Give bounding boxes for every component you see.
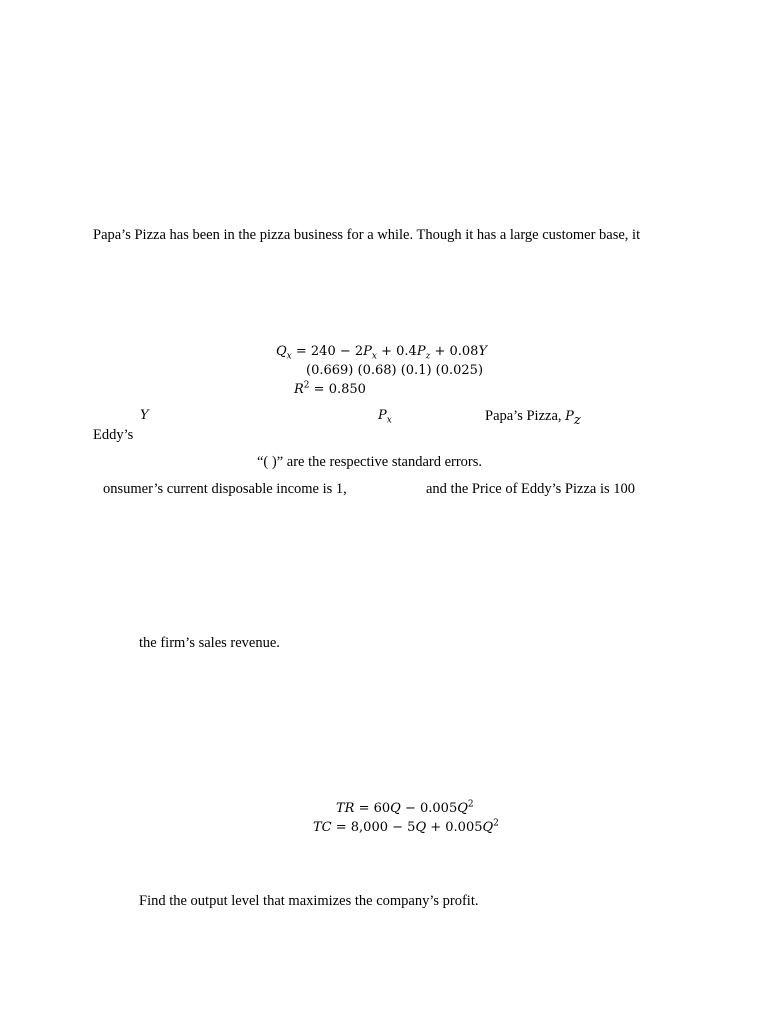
total-revenue-equation <box>336 799 474 816</box>
tr-superscript: 2 <box>467 799 474 810</box>
income-text-right: and the Price of Eddy’s Pizza is 100 <box>426 481 635 497</box>
qx-subscript: x <box>286 351 292 362</box>
qx-symbol: Q <box>276 344 287 359</box>
equation-part-c: + 0.08 <box>430 344 479 359</box>
tc-superscript: 2 <box>493 818 499 829</box>
tr-part-b: − 0.005 <box>400 801 458 816</box>
tc-part-a: = 8,000 − 5 <box>331 820 416 835</box>
r-squared <box>294 380 366 397</box>
eddys-label: Eddy’s <box>93 427 134 443</box>
r-symbol: R <box>294 382 304 397</box>
equation-part-a: = 240 − 2 <box>291 344 364 359</box>
tc-q2: Q <box>482 820 494 835</box>
intro-line: Papa’s Pizza has been in the pizza business for a while. Though it has a large customer base, it <box>93 227 641 243</box>
var-px-subscript: x <box>386 415 392 426</box>
standard-errors-note: “( )” are the respective standard errors. <box>257 454 483 470</box>
pz-subscript: z <box>425 351 431 362</box>
var-px-symbol: P <box>378 408 387 423</box>
total-cost-equation <box>313 818 499 835</box>
r-superscript: 2 <box>303 380 310 391</box>
tr-part-a: = 60 <box>354 801 391 816</box>
var-pz-symbol: P <box>565 409 574 424</box>
standard-errors-row: (0.669) (0.68) (0.1) (0.025) <box>306 363 484 378</box>
papa-label: Papa’s Pizza, <box>485 408 566 424</box>
tr-symbol: TR <box>336 801 355 816</box>
equation-part-b: + 0.4 <box>376 344 417 359</box>
pz-symbol: P <box>416 344 426 359</box>
tc-part-b: + 0.005 <box>426 820 483 835</box>
tr-q2: Q <box>457 801 468 816</box>
var-px <box>378 408 392 426</box>
r-value: = 0.850 <box>309 382 366 397</box>
demand-equation <box>276 344 488 362</box>
y-symbol: Y <box>478 344 488 359</box>
tr-q1: Q <box>390 801 401 816</box>
revenue-line: the firm’s sales revenue. <box>139 635 280 651</box>
tc-q1: Q <box>415 820 427 835</box>
var-papa-pz <box>485 408 581 428</box>
px-subscript: x <box>371 351 377 362</box>
var-pz-subscript: z <box>573 412 581 428</box>
var-y: Y <box>140 408 149 423</box>
tc-symbol: TC <box>313 820 332 835</box>
income-text-left: onsumer’s current disposable income is 1, <box>103 481 347 497</box>
profit-question: Find the output level that maximizes the company’s profit. <box>139 893 479 909</box>
px-symbol: P <box>363 344 372 359</box>
